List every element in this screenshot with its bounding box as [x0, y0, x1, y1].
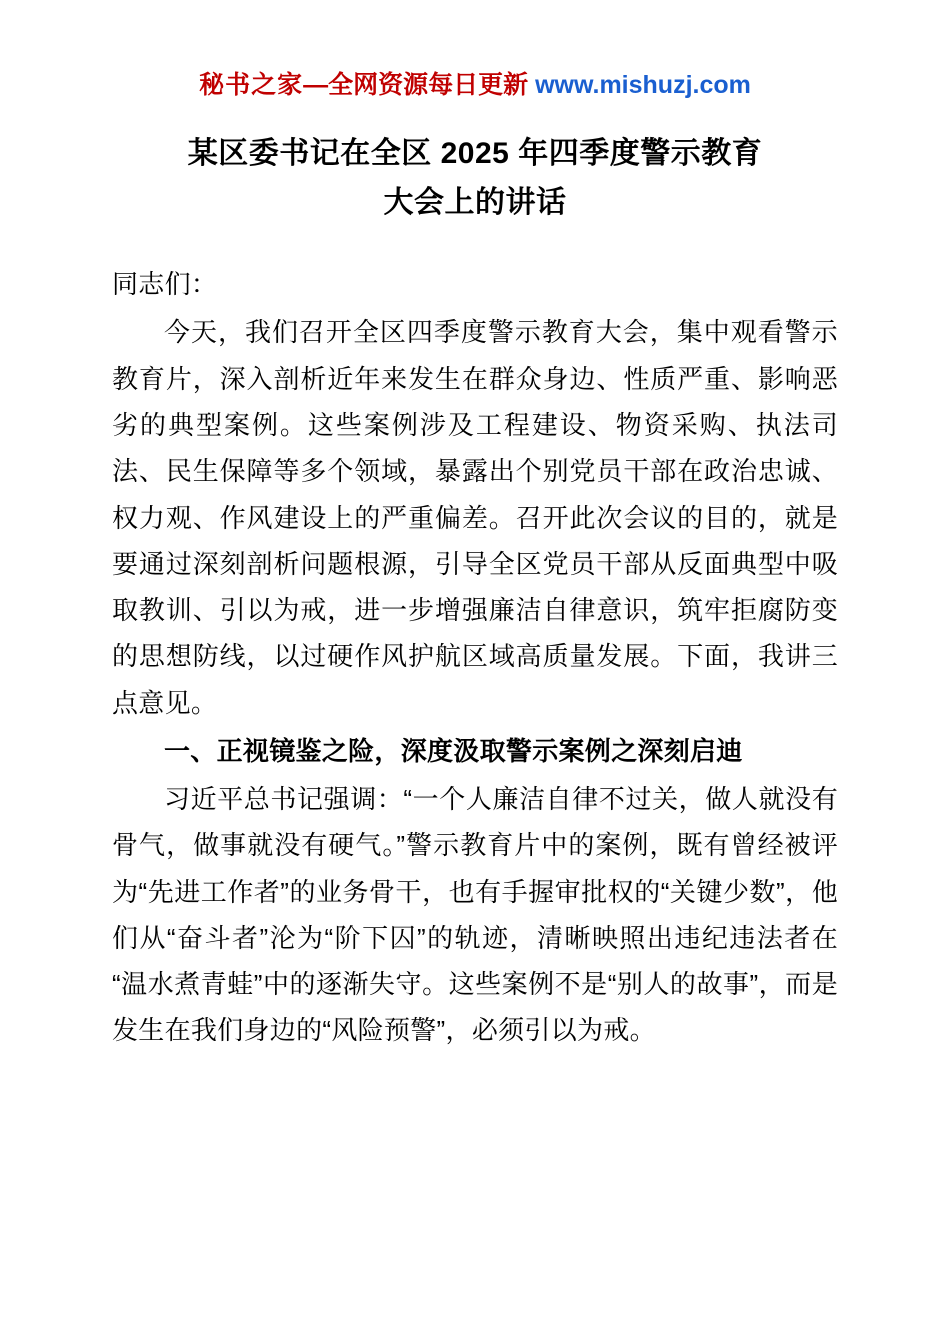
- document-title-line-1: 某区委书记在全区 2025 年四季度警示教育: [187, 137, 763, 170]
- body-paragraph-2: 习近平总书记强调：“一个人廉洁自律不过关，做人就没有骨气，做事就没有硬气。”警示教育片中的案例，既有曾经被评为“先进工作者”的业务骨干，也有手握审批权的“关键少数”，他们从“奋斗者”沦为“阶下囚”的轨迹，清晰映照出违纪违法者在“温水煮青蛙”中的逐渐失守。这些案例不是“别人的故事”，而是发生在我们身边的“风险预警”，必须引以为戒。: [112, 784, 838, 1046]
- document-title-line-2: 大会上的讲话: [383, 185, 567, 219]
- site-url[interactable]: www.mishuzj.com: [535, 71, 751, 99]
- body-paragraph-1: 今天，我们召开全区四季度警示教育大会，集中观看警示教育片，深入剖析近年来发生在群众身边、性质严重、影响恶劣的典型案例。这些案例涉及工程建设、物资采购、执法司法、民生保障等多个领域，暴露出个别党员干部在政治忠诚、权力观、作风建设上的严重偏差。召开此次会议的目的，就是要通过深刻剖析问题根源，引导全区党员干部从反面典型中吸取教训、引以为戒，进一步增强廉洁自律意识，筑牢拒腐防变的思想防线，以过硬作风护航区域高质量发展。下面，我讲三点意见。: [112, 317, 838, 718]
- site-brand-name: 秘书之家: [199, 71, 304, 99]
- section-heading-1: 一、正视镜鉴之险，深度汲取警示案例之深刻启迪: [164, 735, 743, 766]
- salutation: 同志们：: [112, 269, 218, 300]
- site-tagline: —全网资源每日更新: [303, 71, 536, 99]
- site-watermark-banner: [112, 70, 838, 100]
- document-title: [112, 130, 838, 227]
- document-body: [112, 261, 838, 1054]
